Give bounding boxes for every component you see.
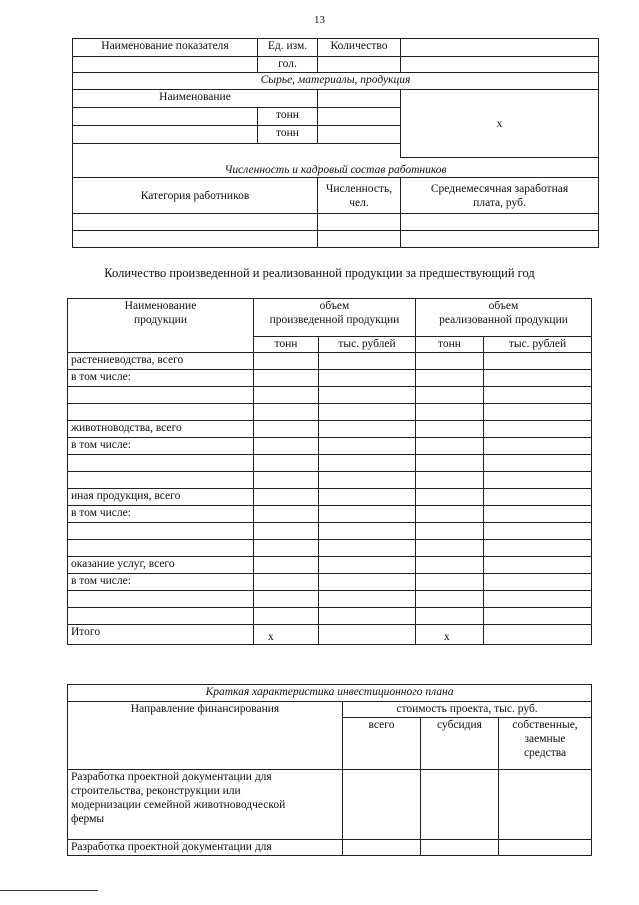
- header-sold-line2: реализованной продукции: [439, 314, 568, 326]
- table-row-label: иная продукция, всего: [68, 489, 254, 506]
- table-row-label: [68, 472, 254, 489]
- header-salary-line1: Среднемесячная заработная: [430, 182, 569, 195]
- header-product-name-line2: продукции: [134, 314, 187, 326]
- header-indicator-name: Наименование показателя: [73, 39, 258, 57]
- footnote-separator: [0, 890, 98, 891]
- table-row-label: [68, 387, 254, 404]
- table-row-label: животноводства, всего: [68, 421, 254, 438]
- header-own-funds-line2: заемные: [524, 733, 566, 745]
- subheader-rub: тыс. рублей: [484, 337, 592, 353]
- header-own-funds-line3: средства: [523, 747, 567, 759]
- empty-cell: [73, 144, 401, 158]
- table-row-label: оказание услуг, всего: [68, 557, 254, 574]
- empty-cell: [401, 39, 599, 57]
- row-text-line: фермы: [71, 813, 105, 825]
- x-mark: x: [401, 90, 599, 158]
- header-own-funds-line1: собственные,: [512, 719, 578, 731]
- empty-cell: [499, 840, 592, 856]
- header-category: Категория работников: [73, 178, 318, 214]
- table-row-label: в том числе:: [68, 370, 254, 387]
- empty-cell: [73, 126, 258, 144]
- empty-cell: [401, 57, 599, 73]
- row-text-line: Разработка проектной документации для: [71, 771, 272, 783]
- section-raw-materials: Сырье, материалы, продукция: [73, 73, 599, 90]
- header-produced: [254, 299, 416, 337]
- investment-plan-title: Краткая характеристика инвестиционного плана: [68, 685, 592, 702]
- empty-cell: [318, 126, 401, 144]
- empty-cell: [421, 840, 499, 856]
- empty-cell: [73, 108, 258, 126]
- empty-cell: [73, 214, 318, 231]
- table-row-label: [68, 404, 254, 421]
- total-x-produced: x: [254, 625, 319, 645]
- header-sold-line1: объем: [488, 300, 519, 312]
- empty-cell: [343, 770, 421, 840]
- header-quantity: Количество: [318, 39, 401, 57]
- table-row-label: [68, 608, 254, 625]
- row-text-line: модернизации семейной животноводческой: [71, 799, 286, 811]
- header-headcount-line2: чел.: [349, 196, 369, 209]
- section-staff: Численность и кадровый состав работников: [73, 158, 599, 178]
- header-salary: [401, 178, 599, 214]
- empty-cell: [318, 57, 401, 73]
- table-row-label: [68, 591, 254, 608]
- subheader-tons: тонн: [254, 337, 319, 353]
- header-subsidy: субсидия: [421, 718, 499, 770]
- section-heading-products: Количество произведенной и реализованной продукции за предшествующий год: [104, 266, 535, 280]
- table-row-label: [68, 455, 254, 472]
- header-total: всего: [343, 718, 421, 770]
- total-label: Итого: [68, 625, 254, 645]
- unit-heads: гол.: [258, 57, 318, 73]
- header-product-name: [68, 299, 254, 353]
- empty-cell: [401, 214, 599, 231]
- page-number: 13: [314, 14, 325, 26]
- row-text-line: строительства, реконструкции или: [71, 785, 241, 797]
- header-headcount-line1: Численность,: [325, 182, 393, 195]
- header-headcount: [318, 178, 401, 214]
- subheader-tons: тонн: [416, 337, 484, 353]
- row-design-docs-construction: [68, 770, 343, 840]
- empty-cell: [318, 108, 401, 126]
- empty-cell: [499, 770, 592, 840]
- empty-cell: [318, 231, 401, 248]
- header-direction: Направление финансирования: [68, 702, 343, 770]
- empty-cell: [484, 625, 592, 645]
- header-unit: Ед. изм.: [258, 39, 318, 57]
- table-row-label: в том числе:: [68, 438, 254, 455]
- table-row-label: [68, 523, 254, 540]
- indicators-table: [72, 38, 599, 248]
- table-row-label: в том числе:: [68, 506, 254, 523]
- empty-cell: [421, 770, 499, 840]
- header-product-name-line1: Наименование: [124, 300, 197, 312]
- investment-plan-table: [67, 684, 592, 856]
- header-sold: [416, 299, 592, 337]
- row-design-docs: Разработка проектной документации для: [68, 840, 343, 856]
- empty-cell: [318, 214, 401, 231]
- header-cost: стоимость проекта, тыс. руб.: [343, 702, 592, 718]
- unit-tons: тонн: [258, 126, 318, 144]
- table-row-label: в том числе:: [68, 574, 254, 591]
- table-row-label: растениеводства, всего: [68, 353, 254, 370]
- table-row-label: [68, 540, 254, 557]
- header-produced-line2: произведенной продукции: [269, 314, 400, 326]
- header-salary-line2: плата, руб.: [473, 196, 526, 209]
- header-own-funds: [499, 718, 592, 770]
- empty-cell: [319, 625, 416, 645]
- empty-cell: [318, 90, 401, 108]
- header-raw-name: Наименование: [73, 90, 318, 108]
- header-produced-line1: объем: [319, 300, 350, 312]
- unit-tons: тонн: [258, 108, 318, 126]
- empty-cell: [73, 231, 318, 248]
- subheader-rub: тыс. рублей: [319, 337, 416, 353]
- empty-cell: [343, 840, 421, 856]
- empty-cell: [401, 231, 599, 248]
- total-x-sold: x: [416, 625, 484, 645]
- empty-cell: [73, 57, 258, 73]
- products-table: [67, 298, 592, 645]
